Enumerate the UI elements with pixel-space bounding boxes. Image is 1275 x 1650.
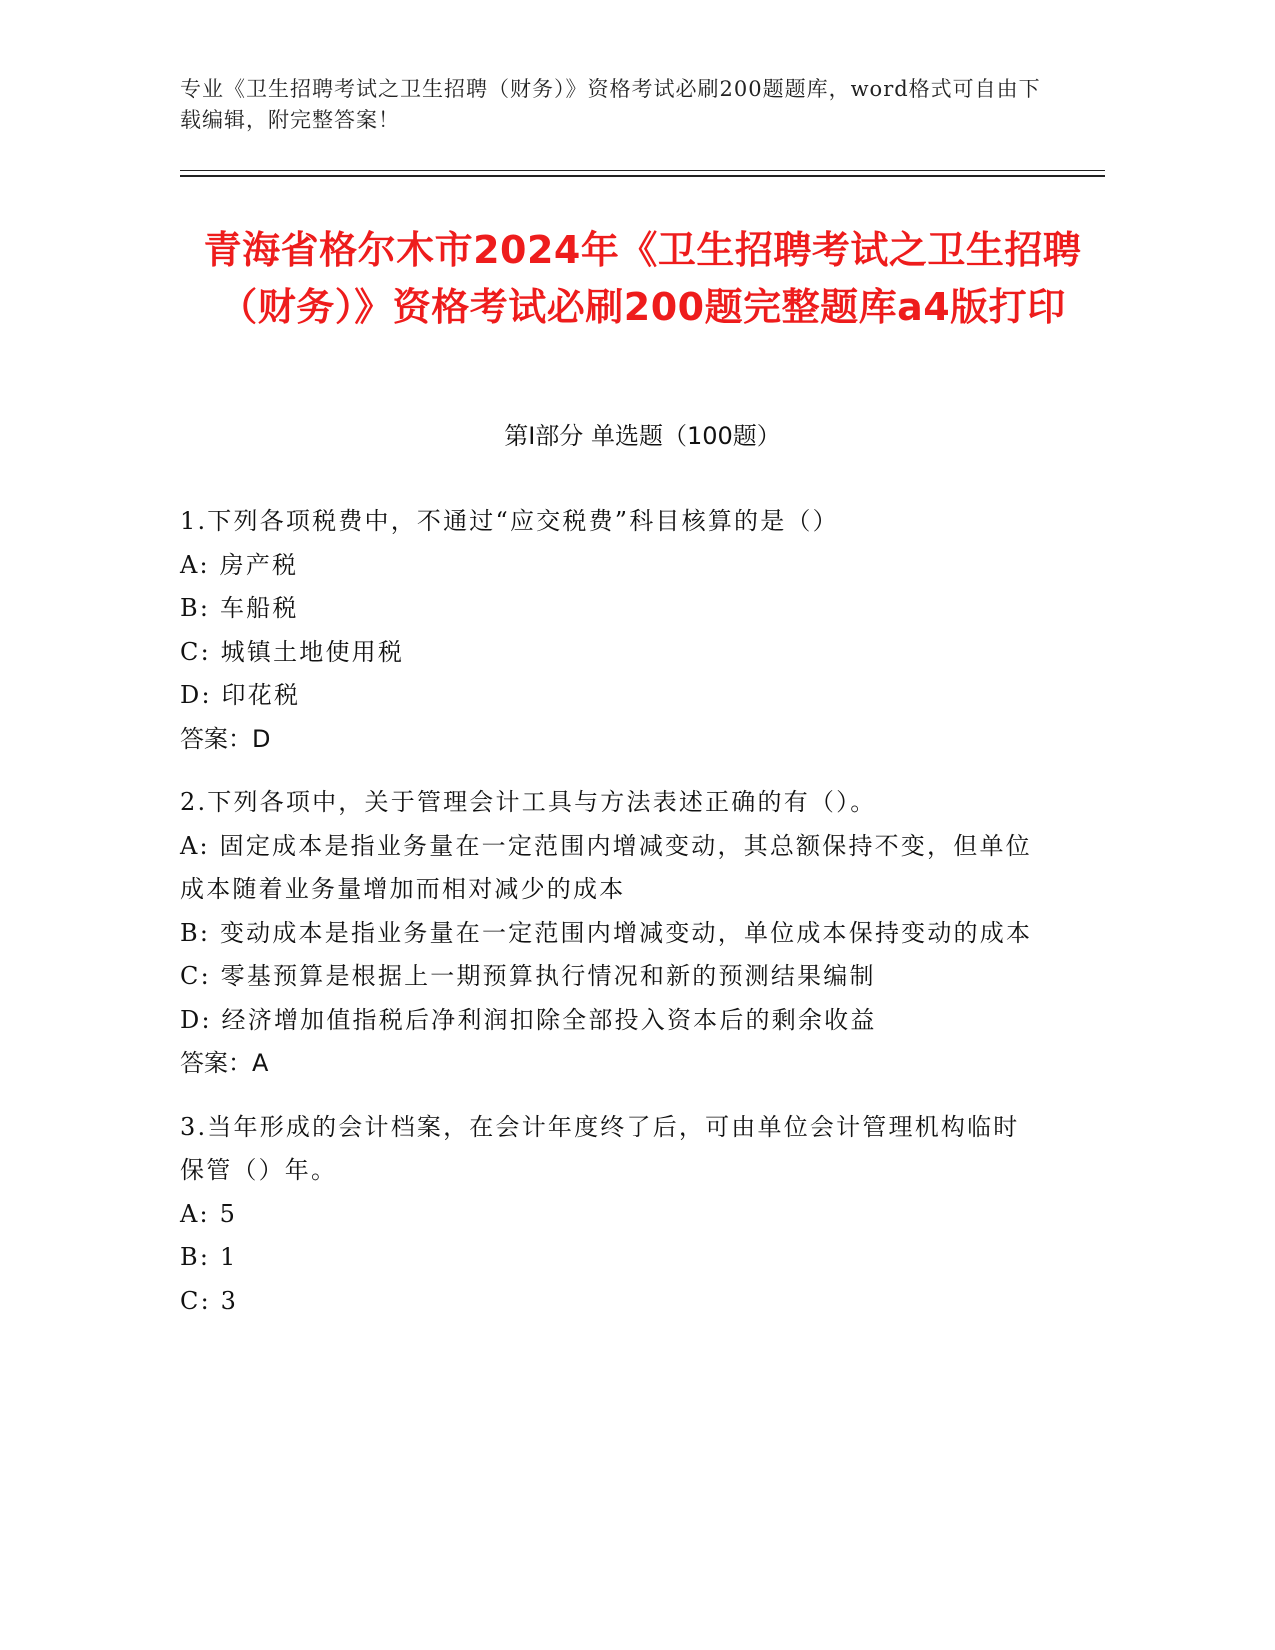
answer: 答案：D [180,724,271,753]
option-b: B: 车船税 [180,594,299,622]
option-c: C: 3 [180,1286,239,1315]
header-divider-thick [180,175,1105,177]
question-text: 3.当年形成的会计档案，在会计年度终了后，可由单位会计管理机构临时保管（）年。 [180,1112,1020,1184]
option-a: A: 固定成本是指业务量在一定范围内增减变动，其总额保持不变，但单位成本随着业务量增加而相对减少的成本 [180,831,1032,903]
question-3 [180,1106,1040,1324]
option-b: B: 变动成本是指业务量在一定范围内增减变动，单位成本保持变动的成本 [180,918,1033,947]
header-divider-thin [180,170,1105,171]
answer: 答案：A [180,1049,269,1077]
option-a: A: 5 [180,1199,238,1228]
question-list [180,500,1040,1343]
question-1 [180,500,1040,761]
option-c: C: 城镇土地使用税 [180,637,405,666]
option-b: B: 1 [180,1243,238,1271]
question-text: 2.下列各项中，关于管理会计工具与方法表述正确的有（）。 [180,788,877,816]
question-2 [180,781,1040,1086]
section-title: 第I部分 单选题（100题） [504,422,781,450]
header-note: 专业《卫生招聘考试之卫生招聘（财务）》资格考试必刷200题题库，word格式可自由下载编辑，附完整答案！ [180,77,1041,132]
option-d: D: 印花税 [180,681,301,709]
option-a: A: 房产税 [180,550,299,579]
option-c: C: 零基预算是根据上一期预算执行情况和新的预测结果编制 [180,962,876,990]
option-d: D: 经济增加值指税后净利润扣除全部投入资本后的剩余收益 [180,1005,877,1034]
question-text: 1.下列各项税费中，不通过“应交税费”科目核算的是（） [180,507,839,535]
document-title: 青海省格尔木市2024年《卫生招聘考试之卫生招聘（财务）》资格考试必刷200题完整题库a4版打印 [203,228,1082,329]
